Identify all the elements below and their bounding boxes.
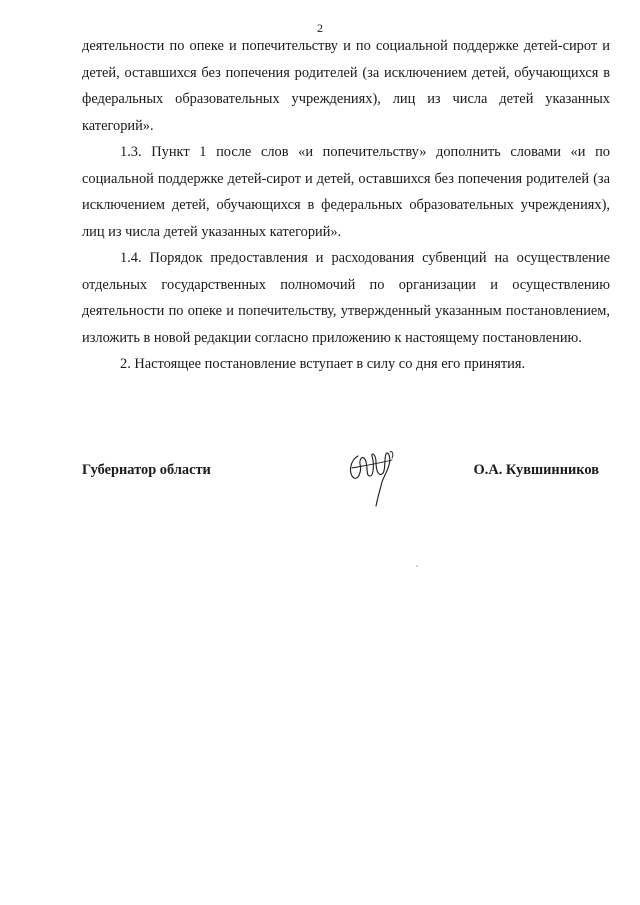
paragraph-item-2: 2. Настоящее постановление вступает в силу со дня его принятия. xyxy=(120,356,526,372)
paragraph-item-1-3: 1.3. Пункт 1 после слов «и попечительству» дополнить словами «и по социальной поддержке детей-сирот и детей, оставшихся без попечения родителей (за исключением детей, обучающихся в федеральных образовательных учреждениях), лиц из числа детей указанных категорий». xyxy=(82,144,610,240)
signature-block xyxy=(82,452,610,522)
document-body xyxy=(82,33,610,378)
paragraph-continuation: деятельности по опеке и попечительству и по социальной поддержке детей-сирот и детей, оставшихся без попечения родителей (за исключением детей, обучающихся в федеральных образовательных учреждениях), лиц из числа детей указанных категорий». xyxy=(82,38,610,134)
page-number: 2 xyxy=(317,21,323,35)
handwritten-signature xyxy=(346,448,406,510)
signer-title: Губернатор области xyxy=(82,462,211,478)
paragraph-item-1-4: 1.4. Порядок предоставления и расходования субвенций на осуществление отдельных государственных полномочий по организации и осуществлению деятельности по опеке и попечительству, утвержденный указанным постановлением, изложить в новой редакции согласно приложению к настоящему постановлению. xyxy=(82,250,610,346)
signer-name: О.А. Кувшинников xyxy=(473,462,599,478)
scan-artifact xyxy=(416,565,418,567)
